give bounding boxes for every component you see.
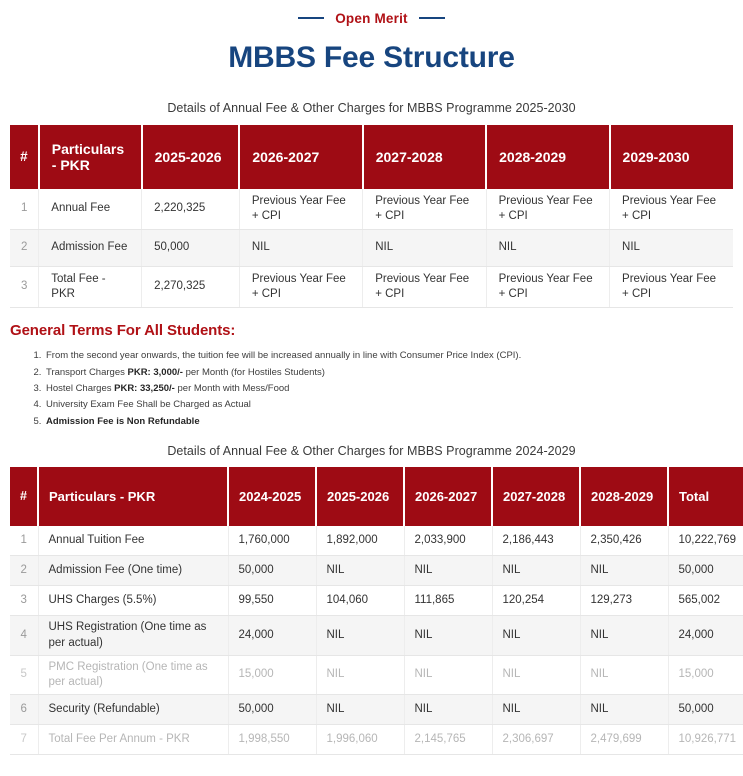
table-one-body: [10, 189, 733, 308]
row-particular: Annual Fee: [39, 189, 142, 230]
row-index: 7: [10, 725, 38, 755]
table-one-wrapper: [0, 125, 743, 309]
table-two-col-particulars: Particulars - PKR: [38, 467, 228, 526]
fee-table-2024-2029: [10, 467, 743, 755]
row-value: 2,220,325: [142, 189, 240, 230]
table-row: [10, 725, 743, 755]
row-value: NIL: [316, 695, 404, 725]
row-value: NIL: [486, 229, 609, 266]
page-title: MBBS Fee Structure: [228, 41, 515, 74]
table-row: [10, 695, 743, 725]
row-value: NIL: [580, 695, 668, 725]
row-value: 2,033,900: [404, 526, 492, 556]
row-index: 4: [10, 616, 38, 655]
row-value: NIL: [404, 616, 492, 655]
table-two-body: [10, 526, 743, 755]
table-one-head: [10, 125, 733, 189]
table-one-col-particulars: Particulars - PKR: [39, 125, 142, 189]
table-two-col-2027-2028: 2027-2028: [492, 467, 580, 526]
row-particular: Total Fee Per Annum - PKR: [38, 725, 228, 755]
row-value: NIL: [610, 229, 733, 266]
table-two-col-2024-2025: 2024-2025: [228, 467, 316, 526]
row-value: 2,186,443: [492, 526, 580, 556]
row-total: 10,222,769: [668, 526, 743, 556]
row-particular: UHS Charges (5.5%): [38, 586, 228, 616]
term-text-bold: PKR: 33,250/-: [114, 382, 175, 394]
row-value: NIL: [404, 655, 492, 694]
fee-table-2025-2030: [10, 125, 733, 309]
row-index: 6: [10, 695, 38, 725]
row-value: NIL: [492, 616, 580, 655]
row-total: 10,926,771: [668, 725, 743, 755]
list-item: [44, 348, 733, 364]
row-value: NIL: [492, 695, 580, 725]
row-value: NIL: [404, 695, 492, 725]
row-value: 15,000: [228, 655, 316, 694]
table-two-head: [10, 467, 743, 526]
row-value: 111,865: [404, 586, 492, 616]
row-total: 15,000: [668, 655, 743, 694]
row-value: NIL: [363, 229, 486, 266]
list-item: [44, 365, 733, 381]
row-particular: Security (Refundable): [38, 695, 228, 725]
row-value: NIL: [316, 616, 404, 655]
table-one-col-2027-2028: 2027-2028: [363, 125, 486, 189]
term-text-after: per Month with Mess/Food: [174, 382, 290, 394]
row-index: 2: [10, 556, 38, 586]
table-row: [10, 189, 733, 230]
general-terms-section: [0, 322, 743, 430]
table-two-caption: Details of Annual Fee & Other Charges for MBBS Programme 2024-2029: [167, 443, 576, 458]
row-index: 2: [10, 229, 39, 266]
table-one-col-2026-2027: 2026-2027: [239, 125, 362, 189]
row-particular: Annual Tuition Fee: [38, 526, 228, 556]
table-row: [10, 526, 743, 556]
row-value: 1,760,000: [228, 526, 316, 556]
row-total: 24,000: [668, 616, 743, 655]
list-item: [44, 381, 733, 397]
row-value: 50,000: [142, 229, 240, 266]
row-value: NIL: [239, 229, 362, 266]
table-one-col-index: #: [10, 125, 39, 189]
row-value: 50,000: [228, 695, 316, 725]
row-value: NIL: [580, 616, 668, 655]
row-value: Previous Year Fee + CPI: [239, 189, 362, 230]
table-one-col-2025-2026: 2025-2026: [142, 125, 240, 189]
row-value: 24,000: [228, 616, 316, 655]
table-one-header-row: [10, 125, 733, 189]
table-row: [10, 616, 743, 655]
table-row: [10, 655, 743, 694]
eyebrow-rule-right-icon: [419, 17, 445, 19]
row-value: 1,892,000: [316, 526, 404, 556]
row-index: 3: [10, 586, 38, 616]
table-row: [10, 556, 743, 586]
table-one-col-2029-2030: 2029-2030: [610, 125, 733, 189]
row-particular: Admission Fee: [39, 229, 142, 266]
table-two-col-index: #: [10, 467, 38, 526]
row-total: 50,000: [668, 695, 743, 725]
row-value: NIL: [492, 556, 580, 586]
row-value: 1,998,550: [228, 725, 316, 755]
row-particular: PMC Registration (One time as per actual): [38, 655, 228, 694]
row-value: 104,060: [316, 586, 404, 616]
term-text-before: Hostel Charges: [46, 382, 115, 394]
row-total: 50,000: [668, 556, 743, 586]
row-value: NIL: [404, 556, 492, 586]
table-two-header-row: [10, 467, 743, 526]
row-value: Previous Year Fee + CPI: [486, 189, 609, 230]
table-row: [10, 586, 743, 616]
row-value: 50,000: [228, 556, 316, 586]
table-two-col-2028-2029: 2028-2029: [580, 467, 668, 526]
row-index: 3: [10, 266, 39, 307]
table-row: [10, 229, 733, 266]
row-value: NIL: [492, 655, 580, 694]
row-value: Previous Year Fee + CPI: [610, 266, 733, 307]
row-total: 565,002: [668, 586, 743, 616]
row-index: 1: [10, 189, 39, 230]
eyebrow-rule-left-icon: [298, 17, 324, 19]
list-item: [44, 414, 733, 430]
row-value: 2,479,699: [580, 725, 668, 755]
term-text-after: per Month (for Hostiles Students): [182, 366, 325, 378]
row-particular: Admission Fee (One time): [38, 556, 228, 586]
term-text-before: From the second year onwards, the tuition fee will be increased annually in line with Consumer Price Index (CPI).: [46, 350, 522, 362]
general-terms-list: [10, 348, 733, 430]
page-bottom-edge: [0, 755, 743, 761]
row-value: 99,550: [228, 586, 316, 616]
term-text-before: University Exam Fee Shall be Charged as Actual: [46, 399, 251, 411]
row-index: 1: [10, 526, 38, 556]
row-value: 2,306,697: [492, 725, 580, 755]
list-item: [44, 397, 733, 413]
row-particular: Total Fee - PKR: [39, 266, 142, 307]
row-value: Previous Year Fee + CPI: [486, 266, 609, 307]
row-value: Previous Year Fee + CPI: [610, 189, 733, 230]
row-value: 2,350,426: [580, 526, 668, 556]
row-particular: UHS Registration (One time as per actual): [38, 616, 228, 655]
row-index: 5: [10, 655, 38, 694]
row-value: Previous Year Fee + CPI: [363, 266, 486, 307]
row-value: 120,254: [492, 586, 580, 616]
row-value: Previous Year Fee + CPI: [363, 189, 486, 230]
table-two-col-2026-2027: 2026-2027: [404, 467, 492, 526]
row-value: 2,145,765: [404, 725, 492, 755]
term-text-bold: Admission Fee is Non Refundable: [46, 415, 200, 427]
table-one-col-2028-2029: 2028-2029: [486, 125, 609, 189]
general-terms-title: General Terms For All Students:: [10, 322, 236, 340]
row-value: 2,270,325: [142, 266, 240, 307]
row-value: NIL: [316, 556, 404, 586]
term-text-before: Transport Charges: [46, 366, 128, 378]
row-value: Previous Year Fee + CPI: [239, 266, 362, 307]
table-one-caption: Details of Annual Fee & Other Charges for MBBS Programme 2025-2030: [167, 100, 576, 115]
row-value: 1,996,060: [316, 725, 404, 755]
table-two-wrapper: [0, 467, 743, 755]
table-row: [10, 266, 733, 307]
table-two-col-2025-2026: 2025-2026: [316, 467, 404, 526]
eyebrow-label: Open Merit: [335, 10, 408, 26]
row-value: 129,273: [580, 586, 668, 616]
row-value: NIL: [580, 556, 668, 586]
row-value: NIL: [316, 655, 404, 694]
table-two-col-total: Total: [668, 467, 743, 526]
eyebrow-banner: [0, 10, 743, 26]
row-value: NIL: [580, 655, 668, 694]
term-text-bold: PKR: 3,000/-: [127, 366, 183, 378]
